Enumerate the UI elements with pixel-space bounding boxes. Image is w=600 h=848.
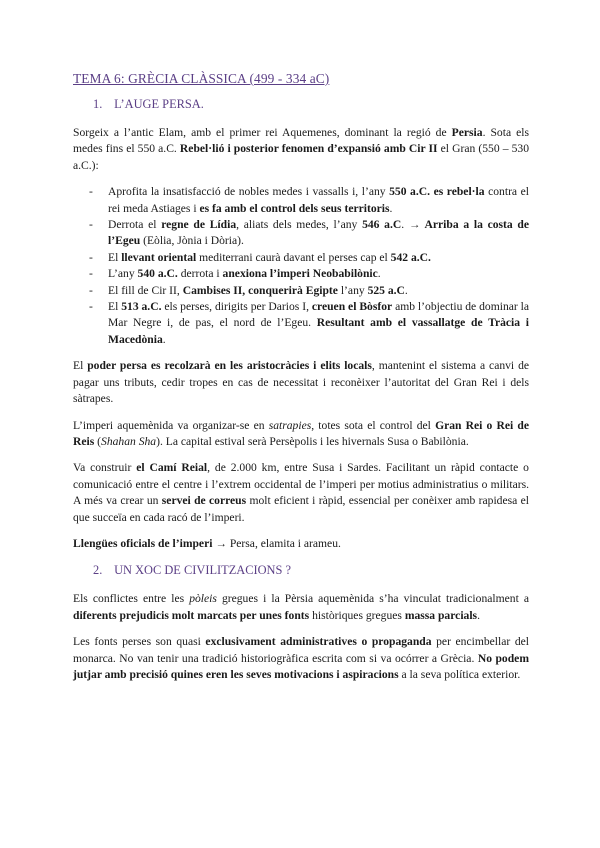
text-run: amb l’objectiu de dominar la Mar Negre i, de pas, el nord de l’Egeu. — [108, 300, 530, 330]
bold-text: massa parcials — [404, 608, 478, 622]
text-run: L’imperi aquemènida va organizar-se en — [73, 418, 269, 432]
list-item — [73, 299, 529, 348]
bold-text: 550 a.C. es rebel·la — [389, 185, 485, 199]
text-run: Aprofita la insatisfacció de nobles medes i vassalls i, l’any — [108, 185, 390, 199]
italic-text: pòleis — [189, 592, 217, 606]
list-item — [73, 250, 529, 266]
document-title: TEMA 6: GRÈCIA CLÀSSICA (499 - 334 aC) — [73, 71, 330, 86]
text-run: L’any — [108, 267, 138, 281]
text-run: gregues i la Pèrsia aquemènida s’ha vinculat tradicionalment a — [216, 592, 529, 606]
bold-text: llevant oriental — [121, 250, 197, 264]
bold-text: es fa amb el control dels seus territoris — [199, 201, 390, 215]
bold-text: → Arriba a la costa de l’Egeu — [108, 218, 529, 248]
bold-text: diferents prejudicis molt marcats per unes fonts — [73, 608, 310, 622]
section-title: UN XOC DE CIVILITZACIONS ? — [114, 563, 291, 578]
bold-text: poder persa es recolzarà en les aristocràcies i elits locals — [87, 359, 372, 373]
paragraph-satrapies — [73, 418, 529, 451]
text-run: El fill de Cir II, — [108, 283, 183, 297]
bullet-list — [73, 184, 529, 348]
text-run: ( — [94, 434, 102, 448]
section-number: 2. — [93, 563, 103, 578]
text-run: per encimbellar del monarca. No van tenir una tradició historiogràfica escrita com si va ocórrer a Grècia. — [73, 635, 529, 665]
dash-bullet: - — [89, 218, 93, 232]
paragraph-languages — [73, 536, 529, 552]
italic-text: Shahan Sha — [101, 434, 157, 448]
paragraph-royal-road — [73, 460, 529, 526]
list-item — [73, 283, 529, 299]
dash-bullet: - — [89, 185, 93, 199]
text-run: Els conflictes entre les — [73, 592, 190, 606]
text-run: . Sota els medes fins el 550 a.C. — [73, 126, 529, 156]
list-item — [73, 266, 529, 282]
bold-text: No podem jutjar amb precisió quines eren les seves motivacions i aspiracions — [73, 651, 529, 681]
bold-text: Llengües oficials de l’imperi — [73, 536, 213, 550]
bold-text: regne de Lídia — [161, 218, 237, 232]
dash-bullet: - — [89, 283, 93, 297]
text-run: molt eficient i ràpid, essencial per conèixer amb rapidesa el que succeïa en cada racó de l’imperi. — [73, 494, 529, 524]
text-run: Sorgeix a l’antic Elam, amb el primer rei Aquemenes, dominant la regió de — [73, 126, 452, 139]
bold-text: el Camí Reial — [136, 461, 208, 475]
paragraph-persian-sources — [73, 634, 529, 683]
text-run: derrota i — [177, 267, 223, 281]
bold-text: 525 a.C — [367, 283, 405, 297]
bold-text: Persia — [451, 126, 483, 139]
bold-text: Resultant amb el vassallatge de Tràcia i Macedònia — [108, 316, 529, 346]
bold-text: Rebel·lió i posterior fenomen d’expansió amb Cir II — [179, 142, 438, 156]
text-run: , aliats dels medes, l’any — [236, 218, 363, 232]
bold-text: 540 a.C. — [137, 267, 178, 281]
text-run: contra el rei meda Astiages i — [108, 185, 529, 215]
bold-text: exclusivament administratives o propaganda — [205, 635, 432, 649]
text-run: . — [477, 608, 480, 622]
bold-text: creuen el Bòsfor — [311, 300, 393, 314]
text-run: Derrota el — [108, 218, 162, 232]
bold-text: 546 a.C — [362, 218, 402, 232]
text-run: l’any — [337, 283, 368, 297]
paragraph-persian-power — [73, 358, 529, 407]
bold-text: Cambises II, conquerirà Egipte — [182, 283, 338, 297]
text-run: , mantenint el sistema a canvi de pagar uns tributs, cedir tropes en cas de necessitat i reconèixer l’autoritat del Gran Rei i dels sàtrapes. — [73, 359, 530, 406]
paragraph-intro — [73, 125, 529, 174]
dash-bullet: - — [89, 267, 93, 281]
text-run: El — [108, 250, 122, 264]
section-title: L’AUGE PERSA. — [114, 97, 204, 111]
dash-bullet: - — [89, 300, 93, 314]
text-run: mediterrani caurà davant el perses cap el — [196, 250, 391, 264]
text-run: El — [108, 300, 122, 314]
text-run: els perses, dirigits per Darios I, — [161, 300, 312, 314]
text-run: , de 2.000 km, entre Susa i Sardes. Facilitant un ràpid contacte o comunicació entre el centre i l’extrem occidental de l’imperi per motius administratius o militars. A més va crear un — [73, 461, 529, 508]
text-run: Les fonts perses son quasi — [73, 635, 206, 649]
section-heading-2 — [93, 562, 529, 579]
paragraph-conflicts — [73, 591, 529, 624]
text-run: . — [377, 267, 381, 281]
list-item — [73, 217, 529, 250]
text-run: . — [162, 332, 166, 346]
bold-text: anexiona l’imperi Neobabilònic — [222, 267, 378, 281]
bold-text: servei de correus — [161, 494, 247, 508]
text-run: Va construir — [73, 461, 137, 475]
text-run: (Eòlia, Jònia i Dòria). — [140, 234, 244, 248]
italic-text: satrapies — [268, 418, 312, 432]
bold-text: 513 a.C. — [121, 300, 162, 314]
text-run: a la seva política exterior. — [398, 667, 521, 681]
section-number: 1. — [93, 97, 103, 111]
text-run: → Persa, elamita i arameu. — [212, 536, 341, 550]
list-item — [73, 184, 529, 217]
text-run: , totes sota el control del — [311, 418, 436, 432]
dash-bullet: - — [89, 250, 93, 264]
bold-text: Gran Rei o Rei de Reis — [73, 418, 529, 448]
text-run: històriques gregues — [309, 608, 405, 622]
section-heading-1 — [93, 96, 529, 113]
text-run: ). La capital estival serà Persèpolis i les hivernals Susa o Babilònia. — [156, 434, 469, 448]
text-run: . — [404, 283, 408, 297]
text-run: . — [401, 218, 409, 232]
text-run: el Gran (550 – 530 a.C.): — [73, 142, 530, 172]
bold-text: 542 a.C. — [390, 250, 431, 264]
text-run: . — [389, 201, 393, 215]
text-run: El — [73, 359, 88, 373]
